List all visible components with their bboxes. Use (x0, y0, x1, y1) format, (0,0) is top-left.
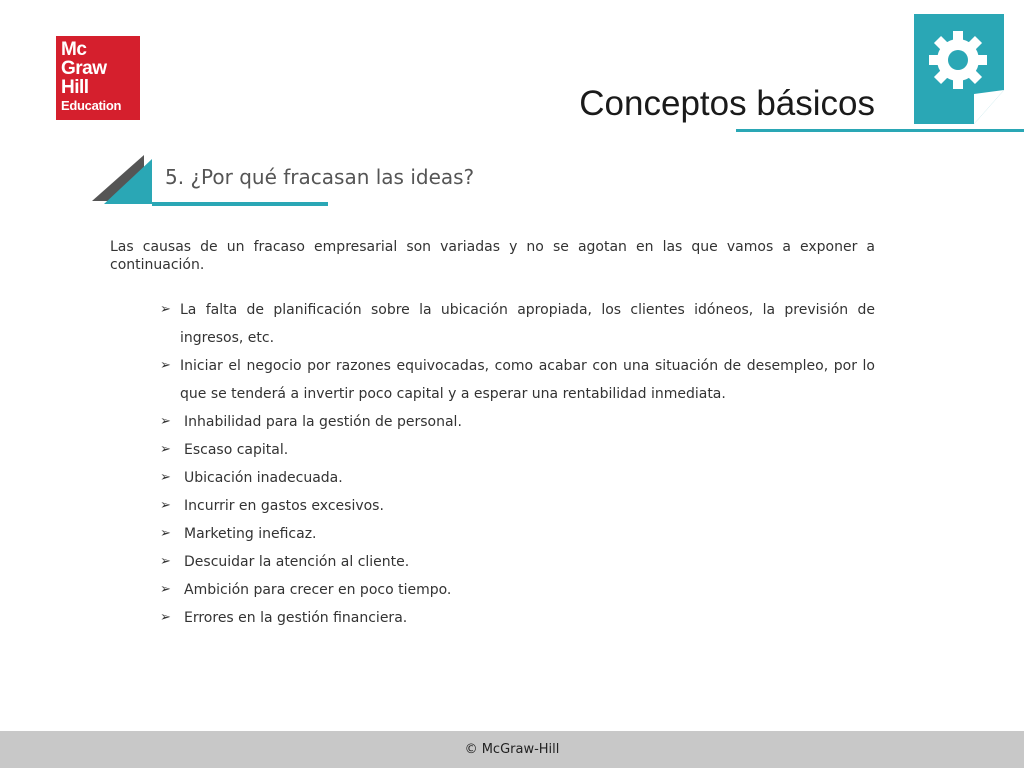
list-item-text: Descuidar la atención al cliente. (184, 554, 410, 570)
arrow-bullet-icon: ➢ (160, 358, 171, 373)
causes-list (160, 296, 875, 632)
list-item-text: Errores en la gestión financiera. (184, 610, 408, 626)
gear-document-icon (914, 14, 1004, 124)
list-item-text: Ambición para crecer en poco tiempo. (184, 582, 452, 598)
list-item (160, 296, 875, 352)
list-item (160, 548, 875, 576)
arrow-bullet-icon: ➢ (160, 582, 171, 597)
list-item (160, 464, 875, 492)
arrow-bullet-icon: ➢ (160, 470, 171, 485)
list-item-text: Marketing ineficaz. (184, 526, 317, 542)
list-item (160, 352, 875, 408)
arrow-bullet-icon: ➢ (160, 526, 171, 541)
intro-paragraph: Las causas de un fracaso empresarial son variadas y no se agotan en las que vamos a exponer a continuación. (110, 239, 875, 273)
arrow-bullet-icon: ➢ (160, 442, 171, 457)
arrow-bullet-icon: ➢ (160, 414, 171, 429)
list-item (160, 436, 875, 464)
title-underline (736, 129, 1024, 132)
arrow-bullet-icon: ➢ (160, 302, 171, 317)
footer-copyright: © McGraw-Hill (0, 731, 1024, 768)
list-item-text: Escaso capital. (184, 442, 289, 458)
page-title: Conceptos básicos (579, 84, 875, 123)
logo-line-1: Mc (61, 39, 87, 60)
list-item-text: La falta de planificación sobre la ubicación apropiada, los clientes idóneos, la previsión de ingresos, etc. (180, 302, 875, 346)
logo-line-2: Graw (61, 58, 107, 79)
list-item (160, 576, 875, 604)
mcgraw-hill-logo (56, 36, 140, 120)
logo-line-3: Hill (61, 77, 89, 98)
list-item-text: Ubicación inadecuada. (184, 470, 343, 486)
list-item (160, 604, 875, 632)
arrow-bullet-icon: ➢ (160, 498, 171, 513)
section-title: 5. ¿Por qué fracasan las ideas? (165, 165, 475, 189)
list-item-text: Iniciar el negocio por razones equivocadas, como acabar con una situación de desempleo, por lo que se tenderá a invertir poco capital y a esperar una rentabilidad inmediata. (180, 358, 875, 402)
list-item-text: Inhabilidad para la gestión de personal. (184, 414, 462, 430)
arrow-bullet-icon: ➢ (160, 610, 171, 625)
logo-line-4: Education (61, 98, 122, 113)
arrow-bullet-icon: ➢ (160, 554, 171, 569)
list-item (160, 492, 875, 520)
list-item (160, 408, 875, 436)
list-item (160, 520, 875, 548)
list-item-text: Incurrir en gastos excesivos. (184, 498, 384, 514)
